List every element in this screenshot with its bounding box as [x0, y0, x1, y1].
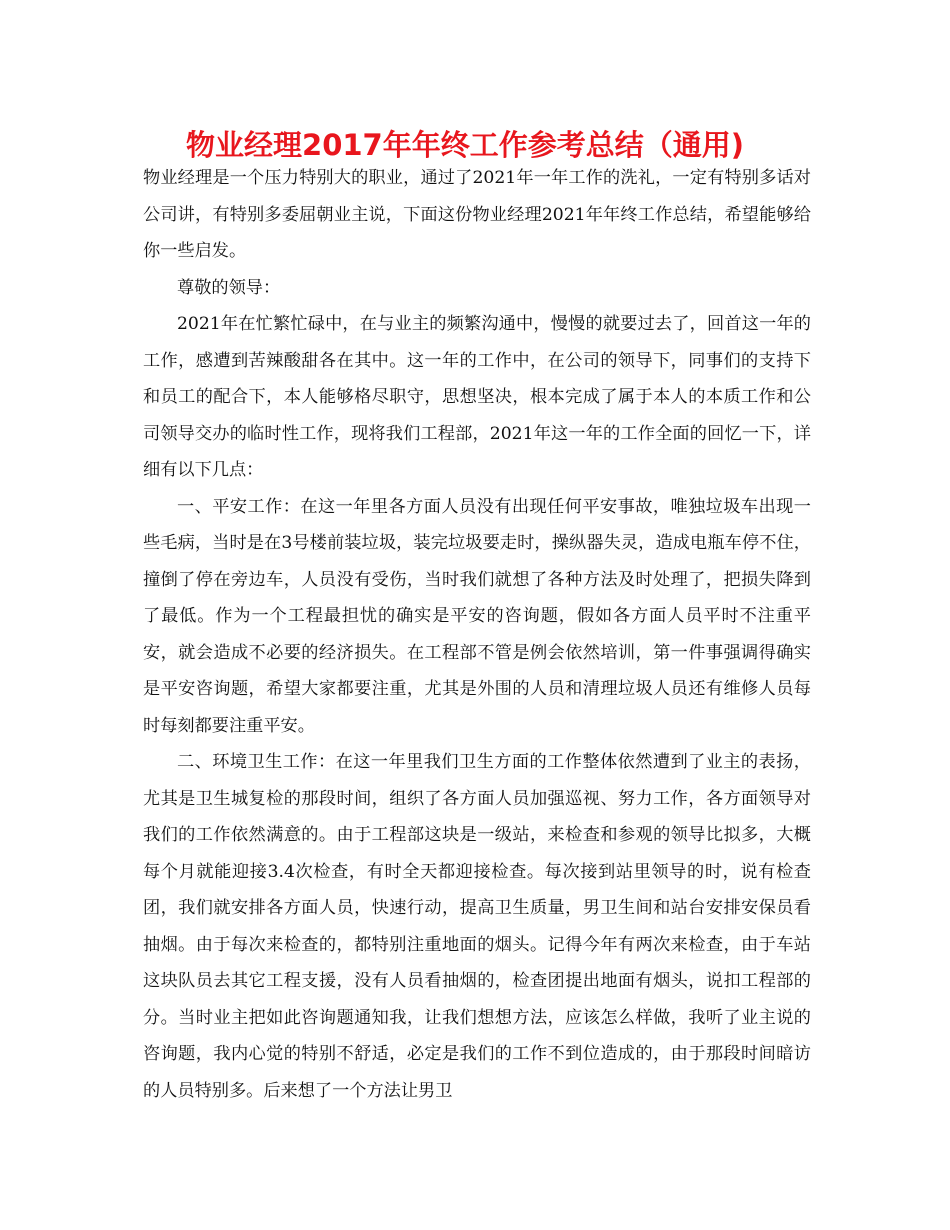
intro-paragraph: 物业经理是一个压力特别大的职业，通过了2021年一年工作的洗礼，一定有特别多话对公司讲，有特别多委屈朝业主说，下面这份物业经理2021年年终工作总结，希望能够给你一些启发。	[143, 168, 811, 261]
document-body	[143, 160, 811, 1109]
salutation: 尊敬的领导：	[177, 277, 281, 298]
safety-work-paragraph: 一、平安工作：在这一年里各方面人员没有出现任何平安事故，唯独垃圾车出现一些毛病，当时是在3号楼前装垃圾，装完垃圾要走时，操纵器失灵，造成电瓶车停不住，撞倒了停在旁边车，人员没有受伤，当时我们就想了各种方法及时处理了，把损失降到了最低。作为一个工程最担忧的确实是平安的咨询题，假如各方面人员平时不注重平安，就会造成不必要的经济损失。在工程部不管是例会依然培训，第一件事强调得确实是平安咨询题，希望大家都要注重，尤其是外围的人员和清理垃圾人员还有维修人员每时每刻都要注重平安。	[143, 496, 811, 736]
overview-paragraph: 2021年在忙繁忙碌中，在与业主的频繁沟通中，慢慢的就要过去了，回首这一年的工作，感遭到苦辣酸甜各在其中。这一年的工作中，在公司的领导下，同事们的支持下和员工的配合下，本人能够格尽职守，思想坚决，根本完成了属于本人的本质工作和公司领导交办的临时性工作，现将我们工程部，2021年这一年的工作全面的回忆一下，详细有以下几点：	[143, 314, 811, 480]
document-title: 物业经理2017年年终工作参考总结（通用)	[186, 128, 744, 162]
sanitation-work-paragraph: 二、环境卫生工作：在这一年里我们卫生方面的工作整体依然遭到了业主的表扬，尤其是卫生城复检的那段时间，组织了各方面人员加强巡视、努力工作，各方面领导对我们的工作依然满意的。由于工程部这块是一级站，来检查和参观的领导比拟多，大概每个月就能迎接3.4次检查，有时全天都迎接检查。每次接到站里领导的时，说有检查团，我们就安排各方面人员，快速行动，提高卫生质量，男卫生间和站台安排安保员看抽烟。由于每次来检查的，都特别注重地面的烟头。记得今年有两次来检查，由于车站这块队员去其它工程支援，没有人员看抽烟的，检查团提出地面有烟头，说扣工程部的分。当时业主把如此咨询题通知我，让我们想想方法，应该怎么样做，我听了业主说的咨询题，我内心觉的特别不舒适，必定是我们的工作不到位造成的，由于那段时间暗访的人员特别多。后来想了一个方法让男卫	[143, 752, 811, 1101]
